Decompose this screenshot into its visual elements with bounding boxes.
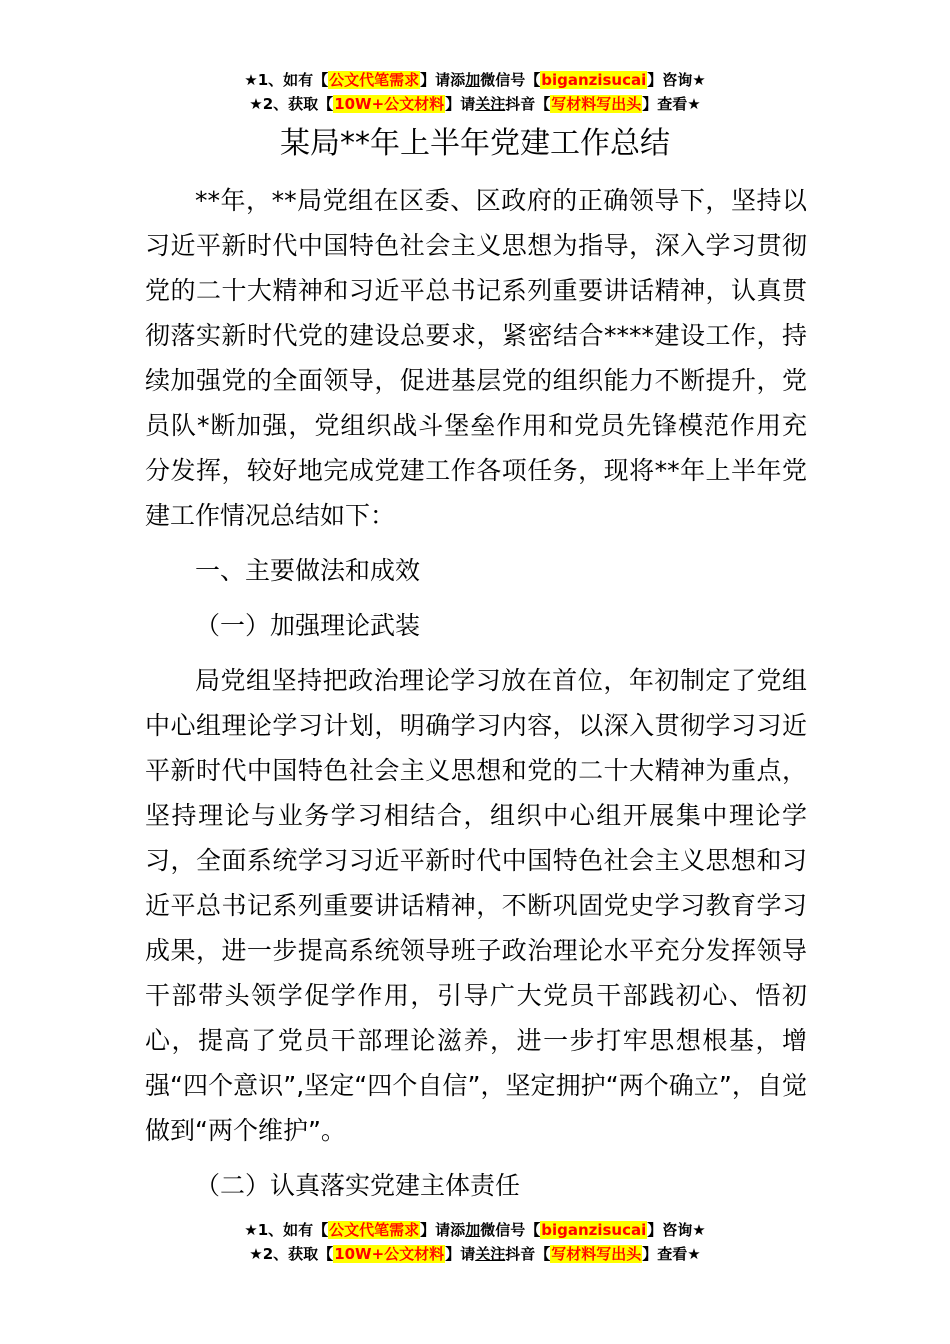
banner-underline: 加 bbox=[465, 71, 481, 89]
banner-highlight: biganzisucai bbox=[541, 71, 647, 89]
banner-line-1 bbox=[0, 1218, 950, 1242]
banner-text: 】请添 bbox=[420, 71, 466, 89]
banner-text: ★2、获取【 bbox=[249, 1245, 334, 1263]
banner-highlight: biganzisucai bbox=[541, 1221, 647, 1239]
banner-text: ★1、如有【 bbox=[244, 71, 329, 89]
banner-text: 抖音【 bbox=[505, 95, 551, 113]
banner-highlight: 写材料写出头 bbox=[551, 95, 642, 113]
document-body bbox=[145, 178, 807, 1208]
body-paragraph: 局党组坚持把政治理论学习放在首位，年初制定了党组中心组理论学习计划，明确学习内容，以深入贯彻学习习近平新时代中国特色社会主义思想和党的二十大精神为重点，坚持理论与业务学习相结合，组织中心组开展集中理论学习，全面系统学习习近平新时代中国特色社会主义思想和习近平总书记系列重要讲话精神，不断巩固党史学习教育学习成果，进一步提高系统领导班子政治理论水平充分发挥领导干部带头领学促学作用，引导广大党员干部践初心、悟初心，提高了党员干部理论滋养，进一步打牢思想根基，增强“四个意识”,坚定“四个自信”，坚定拥护“两个确立”，自觉做到“两个维护”。 bbox=[145, 666, 807, 1145]
subsection-heading: （一）加强理论武装 bbox=[195, 611, 421, 640]
banner-text: 】请添 bbox=[420, 1221, 466, 1239]
banner-highlight: 写材料写出头 bbox=[551, 1245, 642, 1263]
subsection-heading: （二）认真落实党建主体责任 bbox=[195, 1171, 521, 1200]
document-title: 某局**年上半年党建工作总结 bbox=[280, 126, 670, 161]
banner-line-1 bbox=[0, 68, 950, 92]
banner-text: 微信号【 bbox=[480, 71, 541, 89]
banner-underline: 关注 bbox=[475, 95, 506, 113]
section-heading: 一、主要做法和成效 bbox=[195, 556, 421, 585]
banner-highlight: 10W+公文材料 bbox=[334, 1245, 445, 1263]
banner-line-2 bbox=[0, 92, 950, 116]
banner-underline: 关注 bbox=[475, 1245, 506, 1263]
banner-text: 微信号【 bbox=[480, 1221, 541, 1239]
banner-line-2 bbox=[0, 1242, 950, 1266]
top-banner bbox=[0, 68, 950, 116]
banner-text: ★2、获取【 bbox=[249, 95, 334, 113]
banner-highlight: 公文代笔需求 bbox=[329, 1221, 420, 1239]
banner-text: 】咨询★ bbox=[647, 71, 706, 89]
banner-text: 】请 bbox=[445, 95, 476, 113]
banner-highlight: 10W+公文材料 bbox=[334, 95, 445, 113]
banner-text: 】请 bbox=[445, 1245, 476, 1263]
banner-highlight: 公文代笔需求 bbox=[329, 71, 420, 89]
banner-text: 】查看★ bbox=[642, 95, 701, 113]
banner-text: 抖音【 bbox=[505, 1245, 551, 1263]
banner-text: 】咨询★ bbox=[647, 1221, 706, 1239]
banner-underline: 加 bbox=[465, 1221, 481, 1239]
bottom-banner bbox=[0, 1218, 950, 1266]
banner-text: 】查看★ bbox=[642, 1245, 701, 1263]
intro-paragraph: **年，**局党组在区委、区政府的正确领导下，坚持以习近平新时代中国特色社会主义思想为指导，深入学习贯彻党的二十大精神和习近平总书记系列重要讲话精神，认真贯彻落实新时代党的建设总要求，紧密结合****建设工作，持续加强党的全面领导，促进基层党的组织能力不断提升，党员队*断加强，党组织战斗堡垒作用和党员先锋模范作用充分发挥，较好地完成党建工作各项任务，现将**年上半年党建工作情况总结如下： bbox=[145, 186, 807, 530]
banner-text: ★1、如有【 bbox=[244, 1221, 329, 1239]
